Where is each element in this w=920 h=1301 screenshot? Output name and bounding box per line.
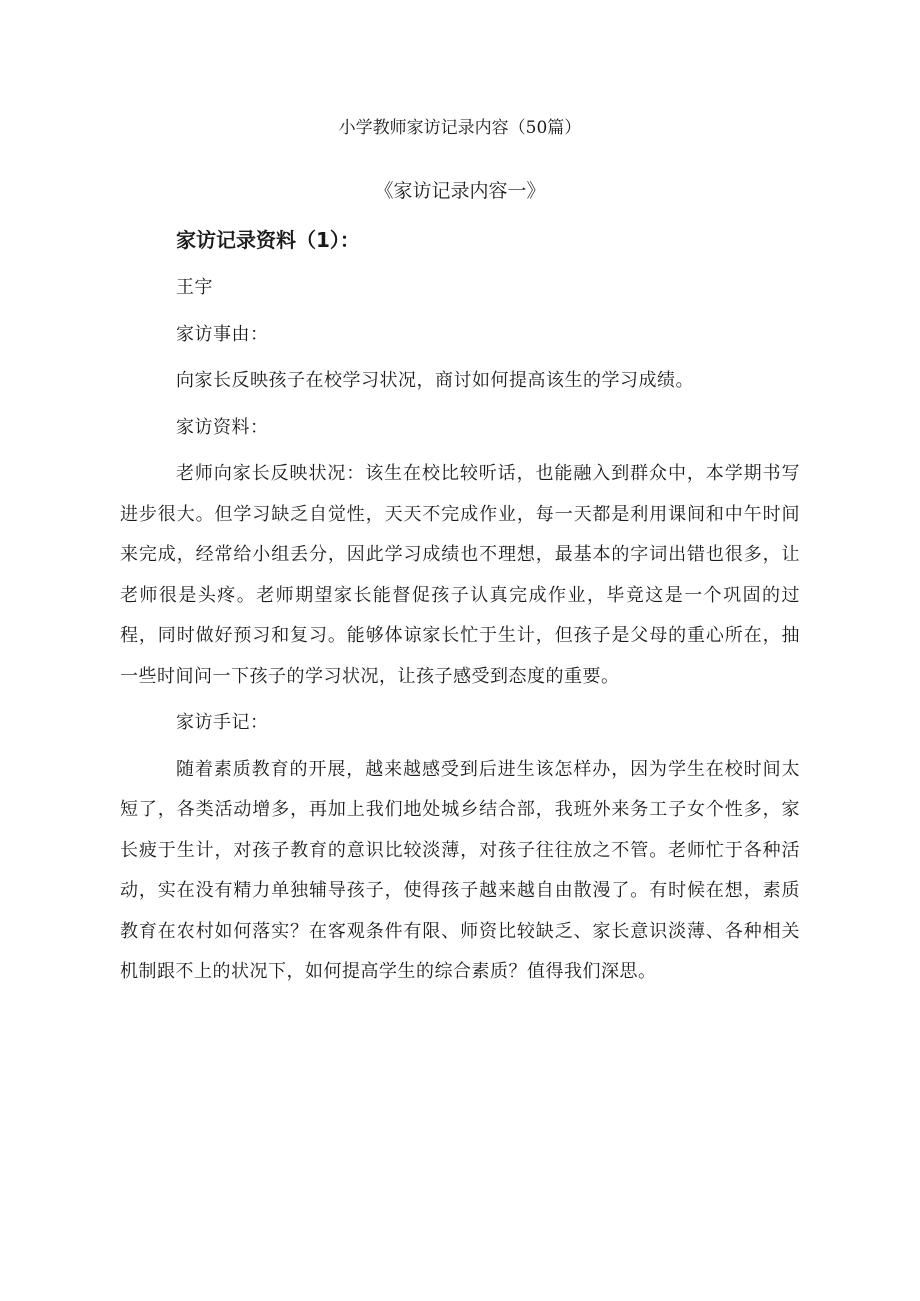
visit-reason-label: 家访事由：	[176, 323, 269, 345]
document-subtitle: 《家访记录内容一》	[374, 180, 546, 202]
document-body	[120, 268, 800, 999]
student-name: 王宇	[176, 277, 213, 298]
document-title: 小学教师家访记录内容（50篇）	[338, 118, 582, 138]
visit-reason-text: 向家长反映孩子在校学习状况，商讨如何提高该生的学习成绩。	[176, 370, 694, 391]
visit-content-label: 家访资料：	[176, 416, 269, 438]
visit-notes-text: 随着素质教育的开展，越来越感受到后进生该怎样办，因为学生在校时间太短了，各类活动增多，再加上我们地处城乡结合部，我班外来务工子女个性多，家长疲于生计，对孩子教育的意识比较淡薄，对孩子往往放之不管。老师忙于各种活动，实在没有精力单独辅导孩子，使得孩子越来越自由散漫了。有时候在想，素质教育在农村如何落实？在客观条件有限、师资比较缺乏、家长意识淡薄、各种相关机制跟不上的状况下，如何提高学生的综合素质？值得我们深思。	[120, 758, 800, 982]
visit-content-text: 老师向家长反映状况：该生在校比较听话，也能融入到群众中，本学期书写进步很大。但学习缺乏自觉性，天天不完成作业，每一天都是利用课间和中午时间来完成，经常给小组丢分，因此学习成绩也不理想，最基本的字词出错也很多，让老师很是头疼。老师期望家长能督促孩子认真完成作业，毕竟这是一个巩固的过程，同时做好预习和复习。能够体谅家长忙于生计，但孩子是父母的重心所在，抽一些时间问一下孩子的学习状况，让孩子感受到态度的重要。	[120, 463, 800, 687]
visit-notes-label: 家访手记：	[176, 712, 269, 733]
section-heading: 家访记录资料（1）：	[176, 228, 360, 252]
